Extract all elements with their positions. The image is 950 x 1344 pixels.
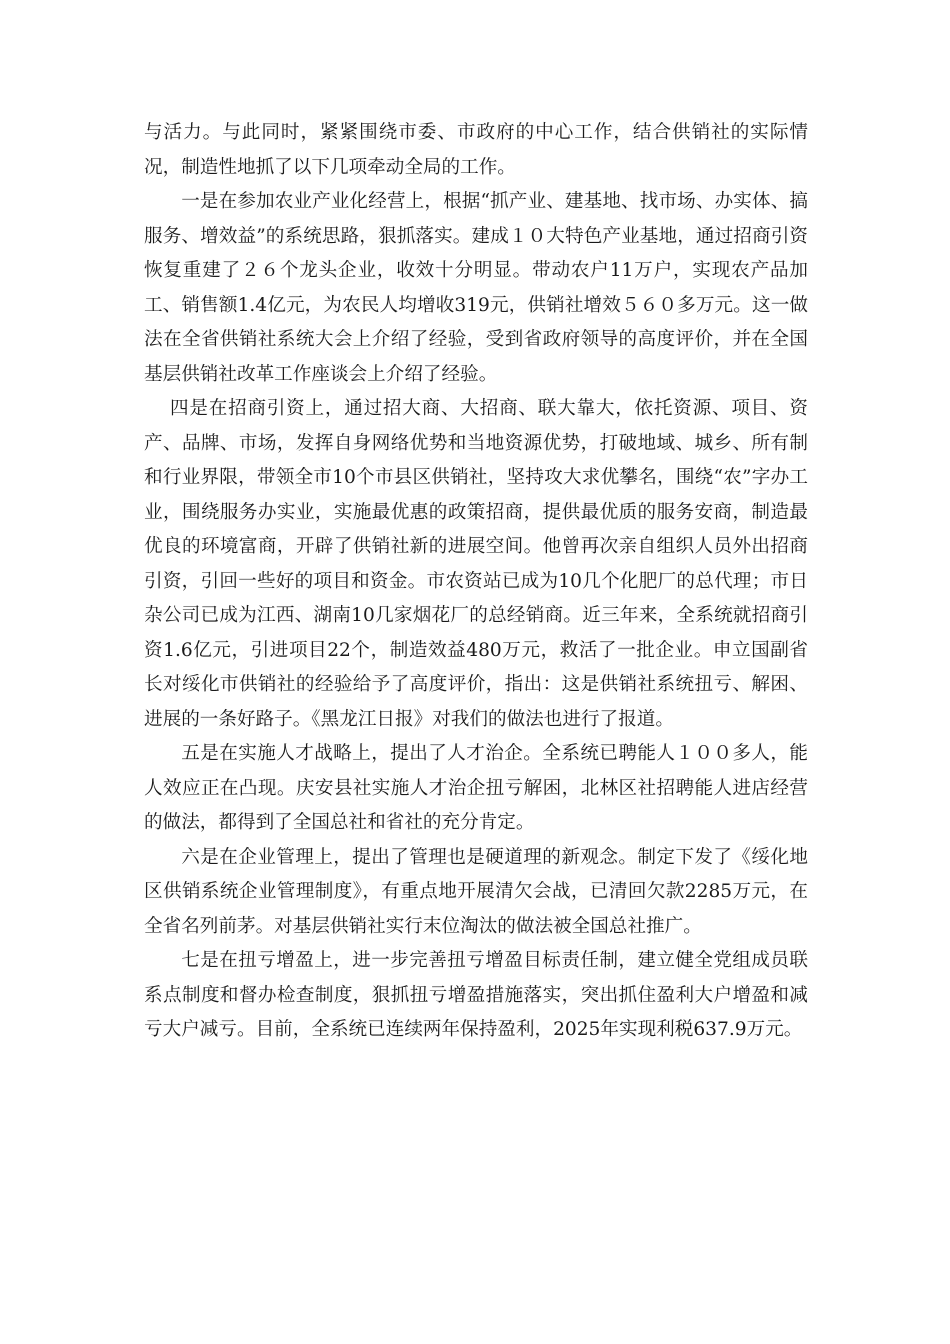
paragraph-item-six: 六是在企业管理上，提出了管理也是硬道理的新观念。制定下发了《绥化地区供销系统企业管理制度》，有重点地开展清欠会战，已清回欠款2285万元，在全省名列前茅。对基层供销社实行末位淘汰的做法被全国总社推广。: [144, 846, 808, 937]
paragraph-continuation: 与活力。与此同时，紧紧围绕市委、市政府的中心工作，结合供销社的实际情况，制造性地抓了以下几项牵动全局的工作。: [144, 122, 808, 178]
paragraph-item-four: 四是在招商引资上，通过招大商、大招商、联大靠大，依托资源、项目、资产、品牌、市场，发挥自身网络优势和当地资源优势，打破地域、城乡、所有制和行业界限，带领全市10个市县区供销社，坚持攻大求优攀名，围绕“农”字办工业，围绕服务办实业，实施最优惠的政策招商，提供最优质的服务安商，制造最优良的环境富商，开辟了供销社新的进展空间。他曾再次亲自组织人员外出招商引资，引回一些好的项目和资金。市农资站已成为10几个化肥厂的总代理；市日杂公司已成为江西、湖南10几家烟花厂的总经销商。近三年来，全系统就招商引资1.6亿元，引进项目22个，制造效益480万元，救活了一批企业。申立国副省长对绥化市供销社的经验给予了高度评价，指出：这是供销社系统扭亏、解困、进展的一条好路子。《黑龙江日报》对我们的做法也进行了报道。: [144, 398, 808, 730]
document-body: [144, 116, 808, 1048]
paragraph-item-seven: 七是在扭亏增盈上，进一步完善扭亏增盈目标责任制，建立健全党组成员联系点制度和督办检查制度，狠抓扭亏增盈措施落实，突出抓住盈利大户增盈和减亏大户减亏。目前，全系统已连续两年保持盈利，2025年实现利税637.9万元。: [144, 950, 808, 1040]
paragraph-item-five: 五是在实施人才战略上，提出了人才治企。全系统已聘能人１００多人，能人效应正在凸现。庆安县社实施人才治企扭亏解困，北林区社招聘能人进店经营的做法，都得到了全国总社和省社的充分肯定。: [144, 743, 808, 833]
paragraph-item-one: 一是在参加农业产业化经营上，根据“抓产业、建基地、找市场、办实体、搞服务、增效益”的系统思路，狠抓落实。建成１０大特色产业基地，通过招商引资恢复重建了２６个龙头企业，收效十分明显。带动农户11万户，实现农产品加工、销售额1.4亿元，为农民人均增收319元，供销社增效５６０多万元。这一做法在全省供销社系统大会上介绍了经验，受到省政府领导的高度评价，并在全国基层供销社改革工作座谈会上介绍了经验。: [144, 191, 808, 385]
